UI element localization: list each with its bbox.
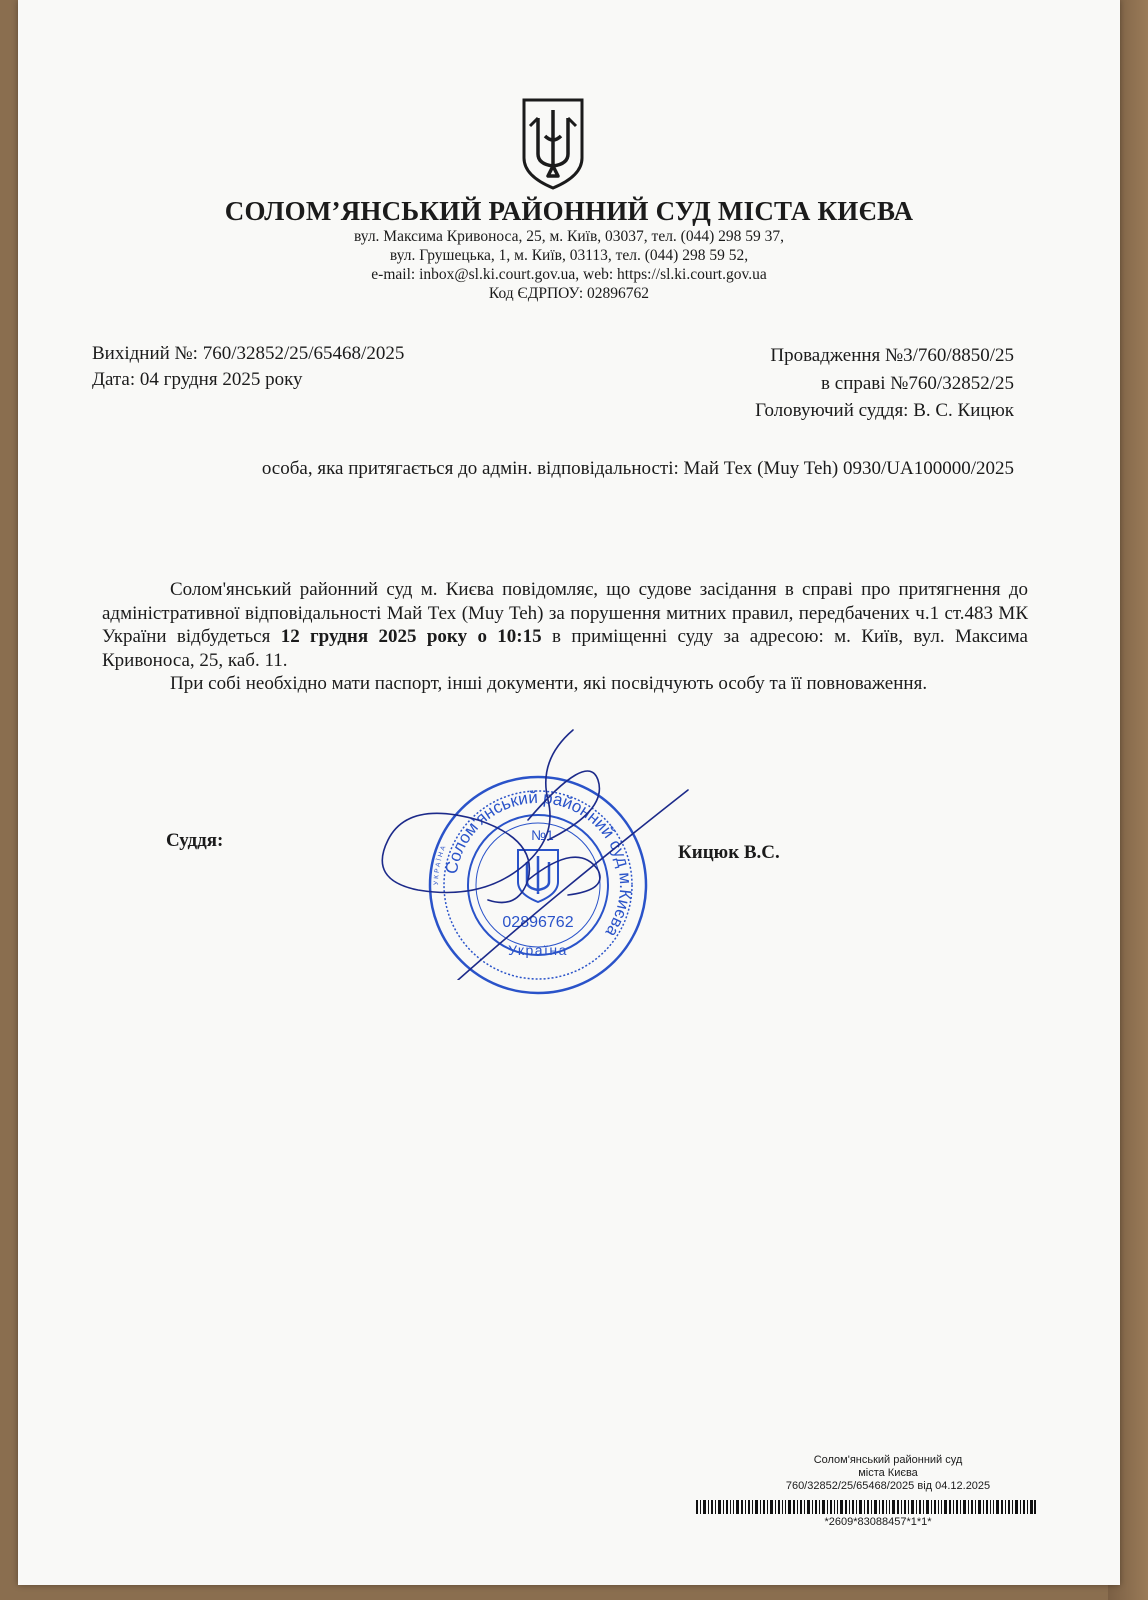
notice-body [102, 578, 1028, 696]
edrpou-code: Код ЄДРПОУ: 02896762 [488, 285, 650, 302]
hearing-datetime: 12 грудня 2025 року о 10:15 [280, 626, 542, 647]
address-line-1: вул. Максима Кривоноса, 25, м. Київ, 03037, тел. (044) 298 59 37, [353, 228, 785, 245]
barcode [696, 1500, 1036, 1514]
judge-label: Суддя: [166, 830, 224, 851]
notice-paragraph-1: Солом'янський районний суд м. Києва повідомляє, що судове засідання в справі про притягнення до адміністративної відповідальності Май Тех (Muy Teh) за порушення митних правил, передбачених ч.1 ст.483 МК України відбудеться 12 грудня 2025 року о 10:15 в приміщенні суду за адресою: м. Київ, вул. Максима Кривоноса, 25, каб. 11. [102, 579, 1028, 671]
stamp-outer-text: УКРАЇНА [432, 843, 449, 886]
footer-court-line-1: Солом'янський районний суд [813, 1454, 963, 1466]
footer-court-line-2: міста Києва [858, 1467, 918, 1479]
trident-emblem-icon [518, 96, 588, 190]
outgoing-number: Вихідний №: 760/32852/25/65468/2025 [92, 343, 405, 364]
court-title: СОЛОМ’ЯНСЬКИЙ РАЙОННИЙ СУД МІСТА КИЄВА [224, 196, 914, 226]
stamp-ring-text: Солом'янський районний суд м.Києва [441, 787, 636, 941]
address-line-2: вул. Грушецька, 1, м. Київ, 03113, тел. (044) 298 59 52, [389, 247, 749, 264]
accused-person: особа, яка притягається до адмін. відповідальності: Май Тех (Muy Teh) 0930/UA100000/2025 [261, 458, 1014, 479]
contact-line: e-mail: inbox@sl.ki.court.gov.ua, web: https://sl.ki.court.gov.ua [371, 266, 767, 283]
document-date: Дата: 04 грудня 2025 року [92, 369, 303, 390]
case-number: в справі №760/32852/25 [821, 373, 1014, 394]
stamp-code: 02896762 [502, 914, 574, 931]
stamp-country: Україна [508, 942, 568, 958]
judge-name: Кицюк В.С. [678, 842, 780, 863]
presiding-judge: Головуючий суддя: В. С. Кицюк [755, 400, 1014, 421]
proceeding-number: Провадження №3/760/8850/25 [770, 345, 1014, 366]
document-footer [743, 1454, 1033, 1493]
notice-paragraph-2: При собі необхідно мати паспорт, інші документи, які посвідчують особу та її повноваження. [170, 673, 928, 694]
stamp-number: №1 [531, 827, 554, 843]
barcode-text: *2609*83088457*1*1* [824, 1516, 932, 1528]
footer-reference: 760/32852/25/65468/2025 від 04.12.2025 [785, 1480, 991, 1492]
judge-signature [358, 720, 718, 980]
document-page [18, 0, 1120, 1585]
